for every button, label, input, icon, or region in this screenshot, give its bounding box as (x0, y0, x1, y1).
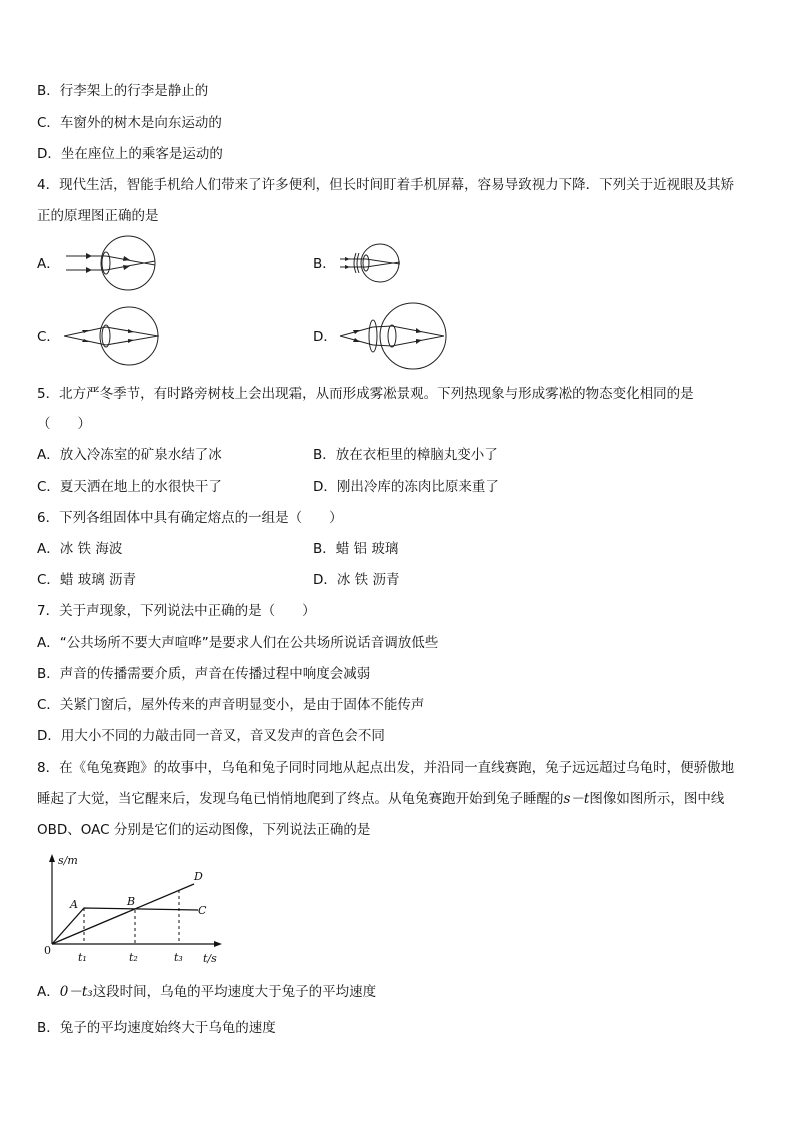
q6-stem: 6．下列各组固体中具有确定熔点的一组是（ ） (37, 510, 343, 526)
q4-stem-line2: 正的原理图正确的是 (37, 208, 159, 224)
q5-option-c: C．夏天洒在地上的水很快干了 (37, 479, 222, 495)
q4-eye-diagram-a (62, 234, 172, 292)
q8-stem-line2-tail: 图像如图所示，图中线 (589, 791, 725, 807)
graph-x-arrow (214, 941, 222, 947)
graph-origin-label: 0 (44, 944, 51, 957)
graph-point-a-label: A (70, 898, 78, 911)
graph-line-obd (52, 884, 194, 944)
q4-option-a-label: A． (37, 256, 60, 272)
q6-option-c: C．蜡 玻璃 沥青 (37, 572, 137, 588)
q6-option-a: A．冰 铁 海波 (37, 541, 123, 557)
graph-t2-label: t₂ (129, 951, 138, 964)
q8-option-a-math: 0－t₃ (59, 984, 93, 1000)
q8-st-symbol: s－t (563, 791, 590, 807)
q8-option-a-prefix: A． (37, 984, 60, 1000)
q7-option-b: B．声音的传播需要介质，声音在传播过程中响度会减弱 (37, 666, 371, 682)
q7-stem: 7．关于声现象，下列说法中正确的是（ ） (37, 603, 316, 619)
q5-option-a: A．放入冷冻室的矿泉水结了冰 (37, 447, 222, 463)
q5-stem-line2: （ ） (37, 416, 91, 432)
q5-stem-line1: 5．北方严冬季节，有时路旁树枝上会出现霜，从而形成雾凇景观。下列热现象与形成雾凇的物态变化相同的是 (37, 386, 694, 402)
q6-option-b: B．蜡 铝 玻璃 (313, 541, 399, 557)
q7-option-d: D．用大小不同的力敲击同一音叉，音叉发声的音色会不同 (37, 728, 385, 744)
q3-option-d: D．坐在座位上的乘客是运动的 (37, 146, 223, 162)
q8-stem-line3: OBD、OAC 分别是它们的运动图像，下列说法正确的是 (37, 822, 371, 838)
q5-option-b: B．放在衣柜里的樟脑丸变小了 (313, 447, 498, 463)
q4-option-c-label: C． (37, 329, 60, 345)
graph-x-axis-label: t/s (203, 952, 217, 965)
q8-option-b: B．兔子的平均速度始终大于乌龟的速度 (37, 1020, 276, 1036)
q7-option-a: A．“公共场所不要大声喧哗”是要求人们在公共场所说话音调放低些 (37, 635, 439, 651)
graph-y-axis-label: s/m (58, 854, 78, 867)
graph-point-d-label: D (194, 870, 203, 883)
q3-option-c: C．车窗外的树木是向东运动的 (37, 115, 222, 131)
q4-option-d-label: D． (313, 329, 337, 345)
q6-option-d: D．冰 铁 沥青 (313, 572, 400, 588)
q4-eye-diagram-b (338, 240, 418, 286)
q4-eye-diagram-c (62, 305, 162, 367)
graph-t3-label: t₃ (174, 951, 183, 964)
q8-st-graph (38, 852, 228, 970)
q4-eye-diagram-d (338, 298, 448, 378)
q3-option-b: B．行李架上的行李是静止的 (37, 83, 209, 99)
q8-option-a (37, 983, 376, 1001)
q5-option-d: D．刚出冷库的冻肉比原来重了 (313, 479, 499, 495)
q8-stem-line1: 8．在《龟兔赛跑》的故事中，乌龟和兔子同时同地从起点出发，并沿同一直线赛跑，兔子远远超过乌龟时，便骄傲地 (37, 760, 735, 776)
q4-stem-line1: 4．现代生活，智能手机给人们带来了许多便利，但长时间盯着手机屏幕，容易导致视力下降．下列关于近视眼及其矫 (37, 177, 735, 193)
q8-stem-line2 (37, 790, 724, 808)
q7-option-c: C．关紧门窗后，屋外传来的声音明显变小，是由于固体不能传声 (37, 697, 425, 713)
graph-y-arrow (49, 854, 55, 862)
graph-t1-label: t₁ (78, 951, 87, 964)
q4-option-b-label: B． (313, 256, 336, 272)
q8-stem-line2-text: 睡起了大觉，当它醒来后，发现乌龟已悄悄地爬到了终点。从龟兔赛跑开始到兔子睡醒的 (37, 791, 564, 807)
graph-point-b-label: B (127, 895, 136, 908)
q8-option-a-tail: 这段时间，乌龟的平均速度大于兔子的平均速度 (92, 984, 377, 1000)
graph-point-c-label: C (198, 904, 207, 917)
